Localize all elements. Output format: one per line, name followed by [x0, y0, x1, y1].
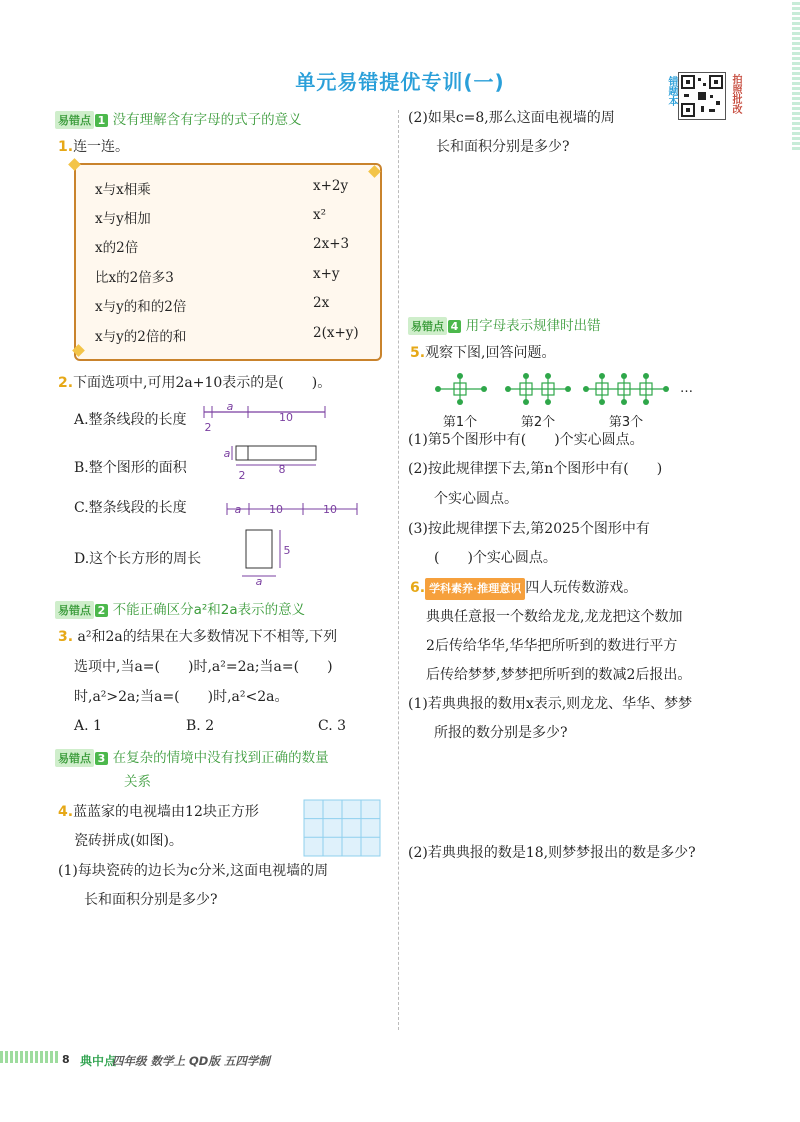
q3-choice[interactable]: A. 1: [74, 718, 102, 734]
column-divider: [398, 110, 399, 1030]
section-2-heading: [55, 598, 305, 619]
fig-label: a: [223, 447, 231, 460]
q6-line: 典典任意报一个数给龙龙,龙龙把这个数加: [426, 609, 683, 625]
question-5: [410, 343, 556, 363]
pattern-ellipsis: …: [680, 381, 693, 396]
section-4-text: 用字母表示规律时出错: [465, 318, 601, 334]
pattern-label: 第3个: [608, 415, 644, 430]
q1-text: 连一连。: [73, 139, 130, 155]
q1-number: 1.: [58, 139, 74, 155]
q6-line: 后传给梦梦,梦梦把所听到的数减2后报出。: [426, 667, 692, 683]
q4-sub1: (1)每块瓷砖的边长为c分米,这面电视墙的周: [58, 863, 329, 879]
q2-figure-a: [200, 400, 330, 434]
q6-line: 2后传给华华,华华把所听到的数进行平方: [426, 638, 678, 654]
section-number: 2: [95, 604, 108, 617]
section-3-text: 关系: [124, 774, 151, 790]
qr-icon: [679, 73, 725, 119]
q2-figure-b: [222, 442, 322, 482]
qr-label-left: 错题本: [666, 76, 677, 106]
section-1-heading: [55, 108, 302, 129]
fig-label: 5: [283, 544, 291, 557]
match-right-item[interactable]: x²: [313, 207, 327, 223]
q6-part-2: (2)若典典报的数是18,则梦梦报出的数是多少?: [408, 845, 696, 861]
fig-label: 2: [204, 421, 212, 434]
qr-code[interactable]: [678, 72, 726, 120]
q6-part-1: (1)若典典报的数用x表示,则龙龙、华华、梦梦: [408, 696, 693, 712]
question-4: [58, 802, 259, 822]
q5-number: 5.: [410, 345, 426, 361]
section-3-text: 在复杂的情境中没有找到正确的数量: [112, 750, 329, 766]
match-right-item[interactable]: 2x: [313, 295, 330, 311]
section-badge: 易错点: [408, 317, 447, 335]
question-2: [58, 373, 331, 393]
q2-figure-c: [225, 500, 365, 524]
q6-part-1: 所报的数分别是多少?: [434, 725, 568, 741]
q4-sub2: 长和面积分别是多少?: [436, 139, 570, 155]
fig-label: 2: [238, 469, 246, 482]
q5-part-3: ( )个实心圆点。: [434, 550, 557, 566]
match-right-item[interactable]: x+2y: [313, 178, 349, 194]
question-3: [58, 627, 337, 647]
q4-sub1: 长和面积分别是多少?: [84, 892, 218, 908]
q2-text: 下面选项中,可用2a+10表示的是( )。: [73, 375, 332, 391]
fig-label: 10: [269, 503, 283, 516]
pattern-figure: [430, 372, 700, 432]
match-right-item[interactable]: 2x+3: [313, 236, 350, 252]
page-number: 8: [62, 1053, 70, 1066]
question-1: [58, 137, 129, 157]
pattern-1: [438, 376, 484, 402]
match-left-item[interactable]: x与y相加: [95, 211, 151, 227]
q6-text: 四人玩传数游戏。: [525, 580, 638, 596]
page-title: 单元易错提优专训(一): [295, 70, 505, 94]
fig-label: 8: [278, 463, 286, 476]
section-badge: 易错点: [55, 749, 94, 767]
match-left-item[interactable]: 比x的2倍多3: [95, 270, 174, 286]
q5-part-2: 个实心圆点。: [434, 491, 518, 507]
tile-wall-figure: [303, 799, 381, 857]
section-1-text: 没有理解含有字母的式子的意义: [112, 112, 302, 128]
q5-part-2: (2)按此规律摆下去,第n个图形中有( ): [408, 461, 663, 477]
q3-line: 选项中,当a=( )时,a²=2a;当a=( ): [74, 659, 333, 675]
fig-label: 10: [323, 503, 337, 516]
match-left-item[interactable]: x与y的2倍的和: [95, 329, 187, 345]
match-right-item[interactable]: x+y: [313, 266, 340, 282]
q5-text: 观察下图,回答问题。: [425, 345, 556, 361]
fig-label: a: [226, 400, 234, 413]
q2-number: 2.: [58, 375, 74, 391]
match-right-item[interactable]: 2(x+y): [313, 325, 359, 341]
q6-number: 6.: [410, 580, 426, 596]
q4-line: 蓝蓝家的电视墙由12块正方形: [73, 804, 259, 820]
question-6: [410, 578, 637, 600]
fig-label: 10: [279, 411, 293, 424]
section-2-text: 不能正确区分a²和2a表示的意义: [112, 602, 306, 618]
q3-number: 3.: [58, 629, 74, 645]
q2-figure-d: [236, 526, 296, 590]
section-badge: 易错点: [55, 111, 94, 129]
q6-tag: 学科素养·推理意识: [425, 578, 525, 600]
section-number: 3: [95, 752, 108, 765]
q4-number: 4.: [58, 804, 74, 820]
q5-part-3: (3)按此规律摆下去,第2025个图形中有: [408, 521, 650, 537]
q3-choice[interactable]: C. 3: [318, 718, 347, 734]
match-left-item[interactable]: x的2倍: [95, 240, 139, 256]
q2-option-c[interactable]: C.整条线段的长度: [74, 500, 187, 516]
q5-part-1: (1)第5个图形中有( )个实心圆点。: [408, 432, 644, 448]
q4-sub2: (2)如果c=8,那么这面电视墙的周: [408, 110, 615, 126]
section-badge: 易错点: [55, 601, 94, 619]
q2-option-b[interactable]: B.整个图形的面积: [74, 460, 187, 476]
q4-line: 瓷砖拼成(如图)。: [74, 833, 183, 849]
pattern-2: [508, 376, 568, 402]
section-number: 1: [95, 114, 108, 127]
footer-info: 四年级 数学上 QD版 五四学制: [112, 1054, 270, 1068]
pattern-label: 第2个: [520, 415, 556, 430]
footer-stripe: [0, 1051, 60, 1063]
section-3-heading: [55, 746, 329, 767]
match-left-item[interactable]: x与x相乘: [95, 182, 151, 198]
pattern-3: [586, 376, 666, 402]
q2-option-d[interactable]: D.这个长方形的周长: [74, 551, 202, 567]
section-4-heading: [408, 314, 601, 335]
q3-line: 时,a²>2a;当a=( )时,a²<2a。: [74, 689, 289, 705]
fig-label: a: [255, 575, 263, 588]
q2-option-a[interactable]: A.整条线段的长度: [74, 412, 187, 428]
section-number: 4: [448, 320, 461, 333]
q3-line: a²和2a的结果在大多数情况下不相等,下列: [77, 629, 338, 645]
match-left-item[interactable]: x与y的和的2倍: [95, 299, 187, 315]
q3-choice[interactable]: B. 2: [186, 718, 215, 734]
pattern-label: 第1个: [442, 415, 478, 430]
fig-label: a: [234, 503, 242, 516]
footer-brand: 典中点: [80, 1054, 117, 1068]
qr-label-right: 拍照批改: [730, 74, 741, 114]
